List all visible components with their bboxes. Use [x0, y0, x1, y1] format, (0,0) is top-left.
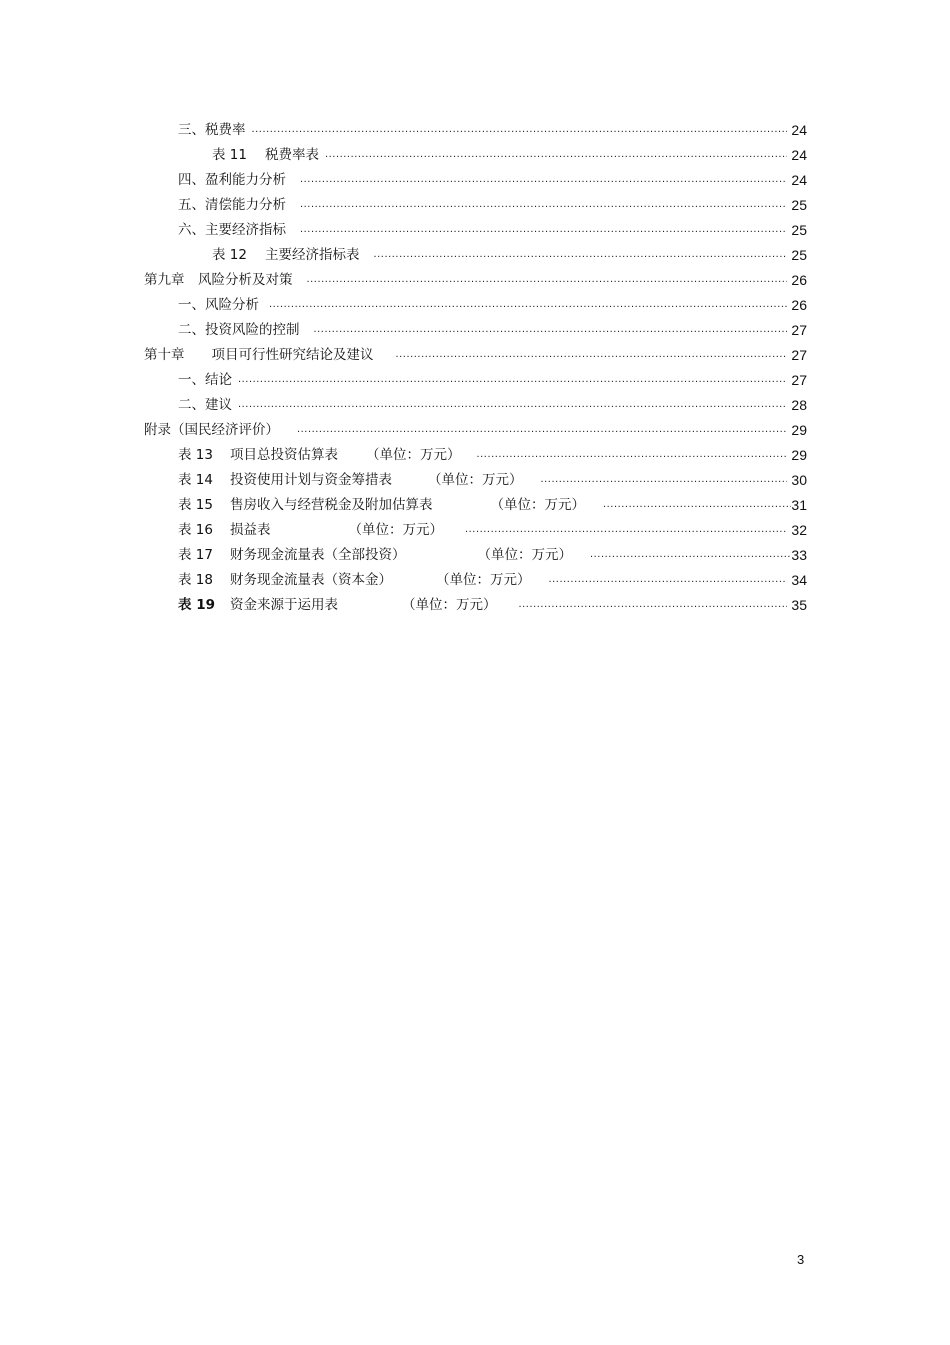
toc-page-number: 32	[791, 522, 807, 538]
toc-unit-label: （单位：万元）	[428, 472, 523, 488]
toc-entry-label: 第十章 项目可行性研究结论及建议	[144, 347, 374, 363]
toc-unit-label: （单位：万元）	[366, 447, 461, 463]
toc-leader-dots	[465, 524, 787, 538]
toc-leader-dots	[373, 249, 787, 263]
toc-unit-label: （单位：万元）	[402, 597, 497, 613]
toc-entry-table-18[interactable]	[178, 568, 807, 588]
toc-leader-dots	[300, 174, 787, 188]
toc-entry-appendix[interactable]	[144, 418, 807, 438]
toc-page-number: 24	[791, 172, 807, 188]
toc-entry-label: 项目总投资估算表	[230, 447, 338, 463]
toc-leader-dots	[603, 499, 791, 513]
toc-leader-dots	[314, 324, 788, 338]
toc-leader-dots	[300, 199, 787, 213]
toc-page-number: 29	[791, 422, 807, 438]
toc-leader-dots	[300, 224, 787, 238]
toc-page-number: 27	[791, 322, 807, 338]
toc-table-number: 表 15	[178, 497, 213, 513]
toc-entry-label: 一、风险分析	[178, 297, 259, 313]
toc-entry-table-11[interactable]	[212, 143, 807, 163]
toc-entry-label: 附录（国民经济评价）	[144, 422, 279, 438]
toc-entry-label: 损益表	[230, 522, 271, 538]
toc-entry-suggestions[interactable]	[178, 393, 807, 413]
toc-entry-chapter-10[interactable]	[144, 343, 807, 363]
toc-page-number: 24	[791, 147, 807, 163]
toc-entry-chapter-9[interactable]	[144, 268, 807, 288]
toc-entry-solvency[interactable]	[178, 193, 807, 213]
toc-page-number: 27	[791, 372, 807, 388]
toc-table-number: 表 14	[178, 472, 213, 488]
toc-page-number: 34	[791, 572, 807, 588]
toc-entry-label: 投资使用计划与资金筹措表	[230, 472, 392, 488]
toc-entry-table-14[interactable]	[178, 468, 807, 488]
toc-page-number: 25	[791, 197, 807, 213]
page-number: 3	[797, 1252, 805, 1267]
toc-leader-dots	[396, 349, 788, 363]
toc-page-number: 25	[791, 247, 807, 263]
toc-entry-label: 第九章 风险分析及对策	[144, 272, 293, 288]
toc-leader-dots	[297, 424, 787, 438]
toc-page-number: 30	[791, 472, 807, 488]
toc-entry-label: 财务现金流量表（全部投资）	[230, 547, 406, 563]
toc-leader-dots	[541, 474, 788, 488]
toc-leader-dots	[549, 574, 788, 588]
toc-unit-label: （单位：万元）	[490, 497, 585, 513]
toc-entry-label: 三、税费率	[178, 122, 246, 138]
toc-entry-tax-rate[interactable]	[178, 118, 807, 138]
toc-leader-dots	[307, 274, 788, 288]
toc-entry-label: 二、投资风险的控制	[178, 322, 300, 338]
toc-unit-label: （单位：万元）	[477, 547, 572, 563]
toc-table-number: 表 16	[178, 522, 213, 538]
toc-page-number: 35	[791, 597, 807, 613]
toc-leader-dots	[590, 549, 791, 563]
toc-leader-dots	[252, 124, 788, 138]
toc-entry-label: 四、盈利能力分析	[178, 172, 286, 188]
toc-entry-label: 二、建议	[178, 397, 232, 413]
toc-table-number: 表 13	[178, 447, 213, 463]
toc-page-number: 33	[791, 547, 807, 563]
toc-page-number: 27	[791, 347, 807, 363]
toc-entry-key-indicators[interactable]	[178, 218, 807, 238]
toc-entry-table-13[interactable]	[178, 443, 807, 463]
toc-leader-dots	[238, 399, 787, 413]
toc-page-number: 25	[791, 222, 807, 238]
toc-entry-table-12[interactable]	[212, 243, 807, 263]
toc-leader-dots	[519, 599, 788, 613]
toc-unit-label: （单位：万元）	[348, 522, 443, 538]
toc-page-number: 26	[791, 272, 807, 288]
toc-entry-conclusion[interactable]	[178, 368, 807, 388]
toc-entry-risk-control[interactable]	[178, 318, 807, 338]
toc-entry-table-15[interactable]	[178, 493, 807, 513]
toc-entry-label: 一、结论	[178, 372, 232, 388]
toc-leader-dots	[325, 149, 787, 163]
toc-unit-label: （单位：万元）	[436, 572, 531, 588]
toc-leader-dots	[269, 299, 787, 313]
toc-entry-table-19[interactable]	[178, 593, 807, 613]
toc-entry-profitability[interactable]	[178, 168, 807, 188]
toc-entry-label: 售房收入与经营税金及附加估算表	[230, 497, 433, 513]
toc-page-number: 31	[791, 497, 807, 513]
toc-entry-label: 六、主要经济指标	[178, 222, 286, 238]
toc-leader-dots	[238, 374, 787, 388]
toc-page-number: 28	[791, 397, 807, 413]
toc-leader-dots	[477, 449, 788, 463]
toc-page-number: 29	[791, 447, 807, 463]
toc-entry-label: 财务现金流量表（资本金）	[230, 572, 392, 588]
toc-table-number: 表 12	[212, 247, 247, 263]
toc-entry-label: 税费率表	[264, 147, 319, 163]
toc-table-number: 表 17	[178, 547, 213, 563]
toc-page-number: 24	[791, 122, 807, 138]
toc-entry-risk-analysis[interactable]	[178, 293, 807, 313]
toc-entry-label: 五、清偿能力分析	[178, 197, 286, 213]
toc-table-number: 表 11	[212, 147, 247, 163]
toc-table-number: 表 18	[178, 572, 213, 588]
toc-page-number: 26	[791, 297, 807, 313]
toc-entry-label: 主要经济指标表	[264, 247, 360, 263]
toc-entry-label: 资金来源于运用表	[230, 597, 338, 613]
toc-entry-table-17[interactable]	[178, 543, 807, 563]
toc-table-number: 表 19	[178, 597, 215, 613]
toc-entry-table-16[interactable]	[178, 518, 807, 538]
